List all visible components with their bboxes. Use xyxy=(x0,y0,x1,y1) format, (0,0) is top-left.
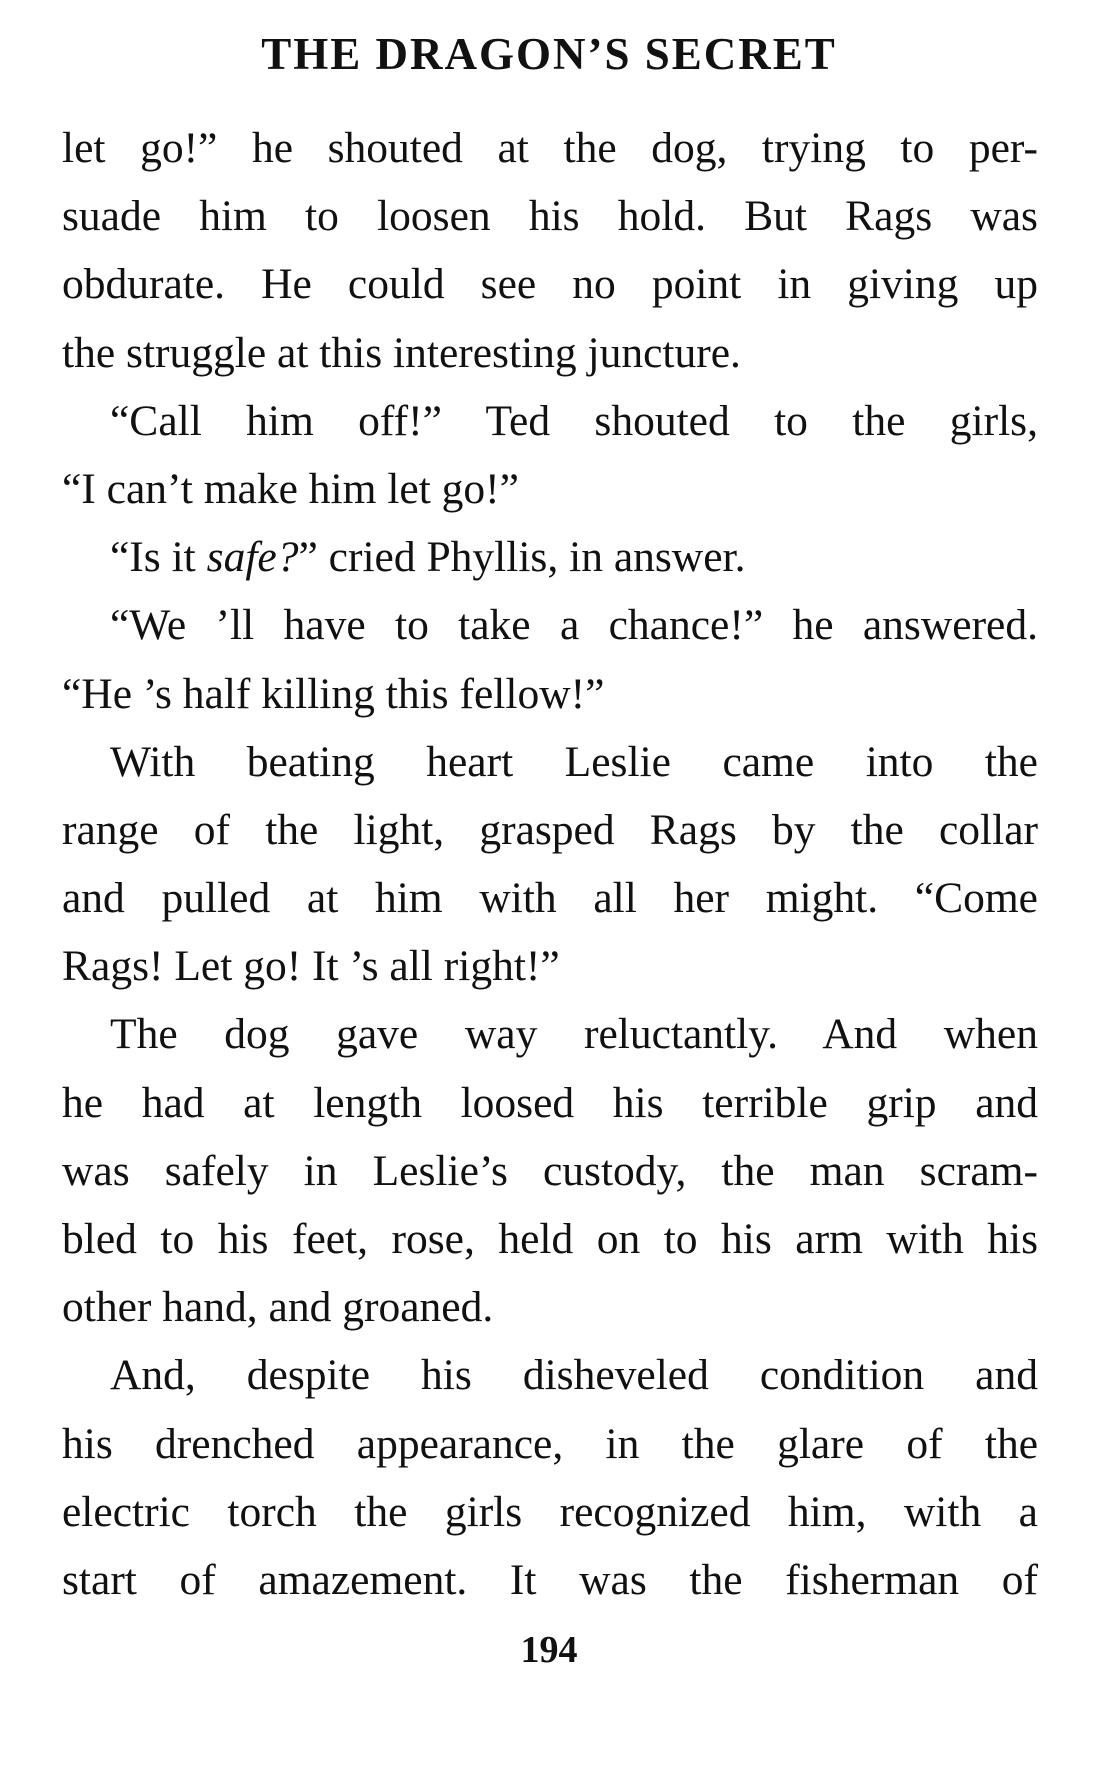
text-line: “He ’s half killing this fellow!” xyxy=(62,669,605,718)
text-line: and pulled at him with all her might. “Come xyxy=(62,874,1038,923)
text-line: “Call him off!” Ted shouted to the girls, xyxy=(110,396,1038,445)
text-line: let go!” he shouted at the dog, trying to per- xyxy=(62,124,1038,172)
text-line: “I can’t make him let go!” xyxy=(62,464,519,513)
text-line: other hand, and groaned. xyxy=(62,1283,494,1332)
text-line: range of the light, grasped Rags by the collar xyxy=(62,805,1038,854)
text-line: his drenched appearance, in the glare of the xyxy=(62,1419,1038,1468)
text-line: he had at length loosed his terrible grip and xyxy=(62,1078,1038,1127)
body-text xyxy=(62,114,1038,1614)
text-line: obdurate. He could see no point in giving up xyxy=(62,260,1038,309)
text-line: With beating heart Leslie came into the xyxy=(110,737,1038,786)
italic-word: safe? xyxy=(206,533,299,582)
text-line: The dog gave way reluctantly. And when xyxy=(110,1010,1038,1059)
text-line: start of amazement. It was the fisherman of xyxy=(62,1555,1038,1604)
text-line: electric torch the girls recognized him, with a xyxy=(62,1487,1038,1536)
text-line: Rags! Let go! It ’s all right!” xyxy=(62,942,560,991)
text-line: was safely in Leslie’s custody, the man scram- xyxy=(62,1146,1038,1195)
text-line: bled to his feet, rose, held on to his arm with his xyxy=(62,1215,1038,1263)
text-line: “We ’ll have to take a chance!” he answered. xyxy=(110,601,1038,650)
text-line: the struggle at this interesting juncture. xyxy=(62,328,741,377)
text-line: And, despite his disheveled condition and xyxy=(110,1351,1038,1400)
running-head: THE DRAGON’S SECRET xyxy=(261,29,837,79)
text-line: “Is it safe?” cried Phyllis, in answer. xyxy=(110,533,746,582)
page-number: 194 xyxy=(520,1629,578,1671)
text-line: suade him to loosen his hold. But Rags was xyxy=(62,192,1038,241)
